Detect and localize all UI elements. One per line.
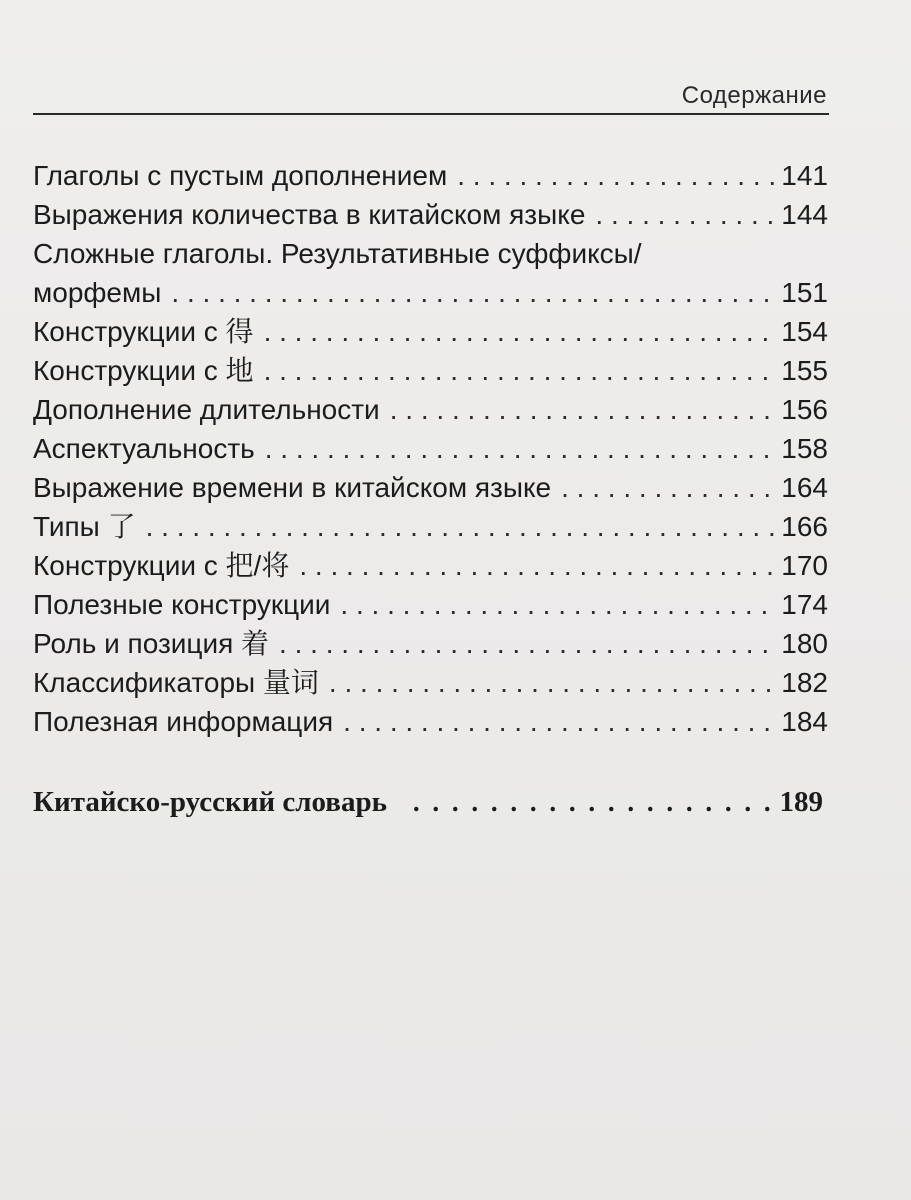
toc-entry <box>33 195 828 234</box>
table-of-contents <box>33 156 828 741</box>
toc-entry-page: 170 <box>781 550 828 581</box>
toc-entry-title: Выражения количества в китайском языке <box>33 199 586 230</box>
toc-entry-page: 141 <box>781 160 828 191</box>
toc-entry <box>33 663 828 702</box>
dot-leader <box>447 156 777 195</box>
toc-entry-page: 156 <box>781 394 828 425</box>
toc-entry-page: 166 <box>781 511 828 542</box>
dot-leader <box>289 546 777 585</box>
toc-entry-page: 174 <box>781 589 828 620</box>
toc-entry-page: 158 <box>781 433 828 464</box>
dot-leader <box>161 273 777 312</box>
toc-entry-title: Конструкции с 地 <box>33 355 254 386</box>
toc-entry <box>33 468 828 507</box>
dot-leader <box>387 783 780 822</box>
toc-entry <box>33 312 828 351</box>
toc-section-page: 189 <box>779 786 823 818</box>
toc-entry-title: Глаголы с пустым дополнением <box>33 160 448 191</box>
dot-leader <box>269 624 777 663</box>
dot-leader <box>254 312 778 351</box>
toc-section-title: Китайско-русский словарь <box>33 786 387 818</box>
toc-entry <box>33 624 828 663</box>
dot-leader <box>255 429 778 468</box>
toc-entry-title: Полезная информация <box>33 706 334 737</box>
toc-entry <box>33 429 828 468</box>
toc-entry-title: Роль и позиция 着 <box>33 628 270 659</box>
toc-entry-page: 184 <box>781 706 828 737</box>
toc-entry-page: 154 <box>781 316 828 347</box>
dot-leader <box>136 507 778 546</box>
toc-entry-title: Классификаторы 量词 <box>33 667 319 698</box>
toc-entry-page: 180 <box>781 628 828 659</box>
running-head: Содержание <box>681 82 827 109</box>
dot-leader <box>333 702 777 741</box>
toc-entry <box>33 702 828 741</box>
toc-entry <box>33 585 828 624</box>
toc-entry-page: 144 <box>781 199 828 230</box>
toc-entry-title: Типы 了 <box>33 511 136 542</box>
dot-leader <box>380 390 778 429</box>
toc-entry <box>33 234 828 312</box>
toc-entry-title: Аспектуальность <box>33 433 255 464</box>
toc-section-entry <box>33 783 823 822</box>
header-rule <box>33 113 829 115</box>
dot-leader <box>551 468 777 507</box>
toc-entry-page: 182 <box>781 667 828 698</box>
dot-leader <box>585 195 777 234</box>
toc-entry <box>33 390 828 429</box>
toc-entry-title: Конструкции с 得 <box>33 316 254 347</box>
toc-entry-title: Дополнение длительности <box>33 394 380 425</box>
toc-entry-title: морфемы <box>33 277 162 308</box>
dot-leader <box>319 663 777 702</box>
toc-entry <box>33 507 828 546</box>
toc-entry-title: Полезные конструкции <box>33 589 331 620</box>
dot-leader <box>330 585 777 624</box>
toc-entry-title: Конструкции с 把/将 <box>33 550 290 581</box>
toc-entry-title-line1: Сложные глаголы. Результативные суффиксы/ <box>33 238 642 269</box>
dot-leader <box>254 351 778 390</box>
toc-entry <box>33 156 828 195</box>
toc-entry-page: 164 <box>781 472 828 503</box>
toc-entry-page: 151 <box>781 277 828 308</box>
toc-entry <box>33 351 828 390</box>
toc-entry-title: Выражение времени в китайском языке <box>33 472 552 503</box>
toc-entry-page: 155 <box>781 355 828 386</box>
toc-entry <box>33 546 828 585</box>
